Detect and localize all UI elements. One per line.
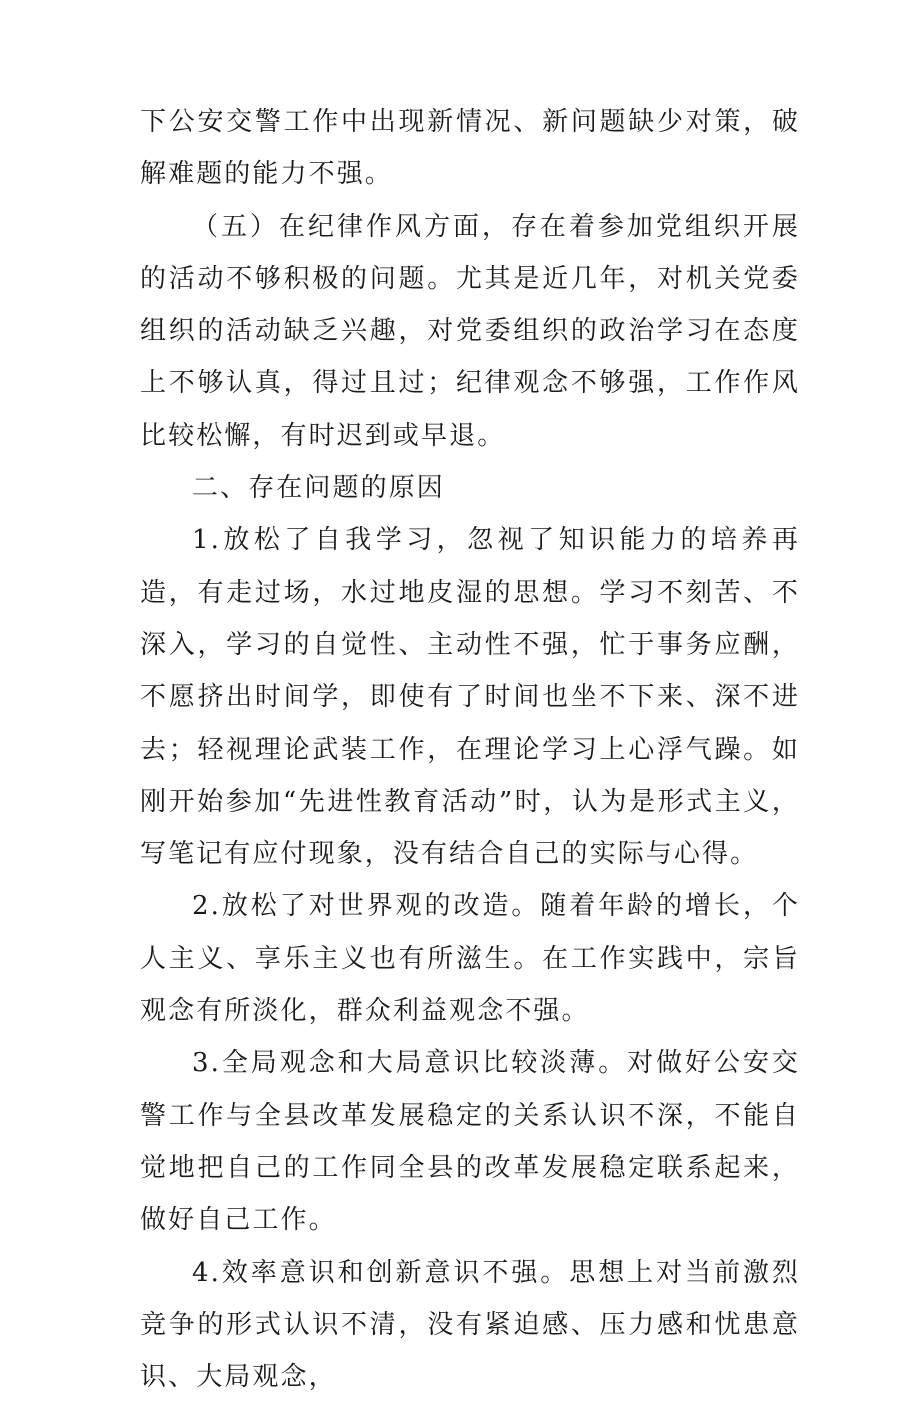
paragraph-discipline-style: （五）在纪律作风方面，存在着参加党组织开展的活动不够积极的问题。尤其是近几年，对机关党委组织的活动缺乏兴趣，对党委组织的政治学习在态度上不够认真，得过且过；纪律观念不够强，工作作风比较松懈，有时迟到或早退。 — [140, 211, 800, 451]
section-heading-causes: 二、存在问题的原因 — [192, 473, 445, 504]
paragraph-cause-2: 2.放松了对世界观的改造。随着年龄的增长，个人主义、享乐主义也有所滋生。在工作实践中，宗旨观念有所淡化，群众利益观念不强。 — [140, 891, 800, 1027]
paragraph-cause-1: 1.放松了自我学习，忽视了知识能力的培养再造，有走过场，水过地皮湿的思想。学习不刻苦、不深入，学习的自觉性、主动性不强，忙于事务应酬，不愿挤出时间学，即使有了时间也坐不下来、深不进去；轻视理论武装工作，在理论学习上心浮气躁。如刚开始参加“先进性教育活动”时，认为是形式主义，写笔记有应付现象，没有结合自己的实际与心得。 — [140, 525, 801, 870]
paragraph-continuation: 下公安交警工作中出现新情况、新问题缺少对策，破解难题的能力不强。 — [140, 107, 800, 190]
paragraph-cause-3: 3.全局观念和大局意识比较淡薄。对做好公安交警工作与全县改革发展稳定的关系认识不深，不能自觉地把自己的工作同全县的改革发展稳定联系起来，做好自己工作。 — [140, 1048, 800, 1236]
paragraph-cause-4: 4.效率意识和创新意识不强。思想上对当前激烈竞争的形式认识不清，没有紧迫感、压力感和忧患意识、大局观念， — [140, 1257, 800, 1393]
